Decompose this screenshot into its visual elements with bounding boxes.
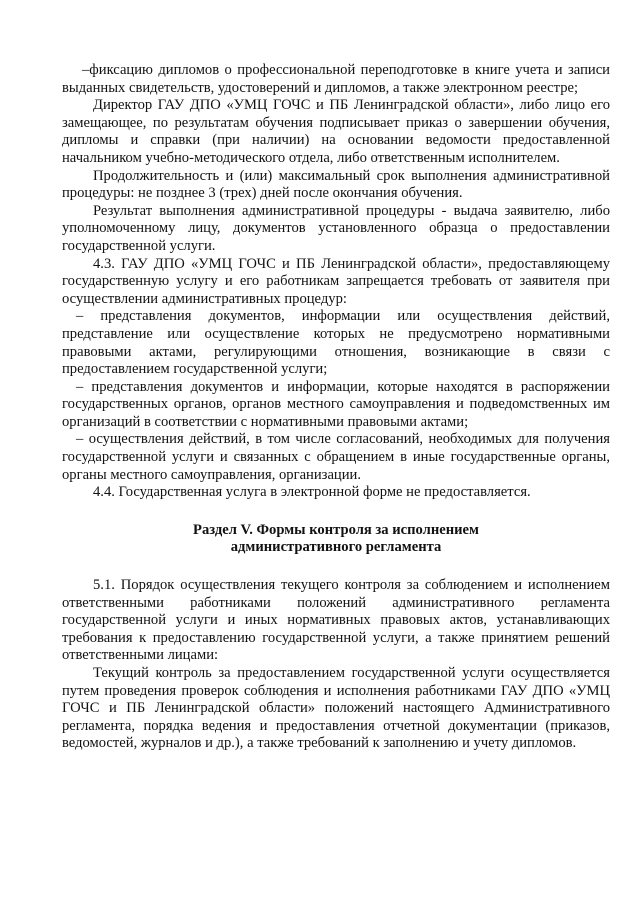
paragraph-diploma-registration: –фиксацию дипломов о профессиональной переподготовке в книге учета и записи выданных свидетельств, удостоверений и дипломов, а также электронном реестре; (62, 62, 610, 96)
paragraph-director-order: Директор ГАУ ДПО «УМЦ ГОЧС и ПБ Ленинградской области», либо лицо его замещающее, по результатам обучения подписывает приказ о завершении обучения, дипломы и справки (при наличии) на основании ведомости предоставленной начальником учебно-методического отдела, либо ответственным исполнителем. (62, 97, 610, 166)
paragraph-4-3: 4.3. ГАУ ДПО «УМЦ ГОЧС и ПБ Ленинградской области», предоставляющему государственную услугу и его работникам запрещается требовать от заявителя при осуществлении административных процедур: (62, 255, 610, 307)
list-item-documents-state-bodies: – представления документов и информации, которые находятся в распоряжении государственных органов, органов местного самоуправления и подведомственных им организаций в соответствии с нормативными правовыми актами; (62, 378, 610, 430)
document-page (62, 62, 610, 753)
section-heading-line-1: Раздел V. Формы контроля за исполнением (193, 521, 479, 538)
section-heading (62, 522, 610, 557)
section-heading-line-2: административного регламента (230, 539, 442, 556)
paragraph-5-1: 5.1. Порядок осуществления текущего контроля за соблюдением и исполнением ответственными работниками положений административного регламента государственной услуги и иных нормативных правовых актов, устанавливающих требования к предоставлению государственной услуги, а также принятием решений ответственными лицами: (62, 577, 610, 664)
paragraph-procedure-duration: Продолжительность и (или) максимальный срок выполнения административной процедуры: не позднее 3 (трех) дней после окончания обучения. (62, 167, 610, 202)
paragraph-4-4: 4.4. Государственная услуга в электронной форме не предоставляется. (93, 484, 531, 501)
list-item-documents-info-actions: – представления документов, информации или осуществления действий, представление или осуществление которых не предусмотрено нормативными правовыми актами, регулирующими отношения, возникающие в связи с предоставлением государственной услуги; (62, 308, 610, 378)
paragraph-procedure-result: Результат выполнения административной процедуры - выдача заявителю, либо уполномоченному лицу, документов установленного образца о предоставлении государственной услуги. (62, 202, 610, 254)
list-item-approvals: – осуществления действий, в том числе согласований, необходимых для получения государственной услуги и связанных с обращением в иные государственные органы, органы местного самоуправления, организации. (62, 431, 610, 483)
paragraph-current-control: Текущий контроль за предоставлением государственной услуги осуществляется путем проведения проверок соблюдения и исполнения работниками ГАУ ДПО «УМЦ ГОЧС и ПБ Ленинградской области» положений настоящего Административного регламента, порядка ведения и предоставления отчетной документации (приказов, ведомостей, журналов и др.), а также требований к заполнению и учету дипломов. (62, 665, 610, 752)
